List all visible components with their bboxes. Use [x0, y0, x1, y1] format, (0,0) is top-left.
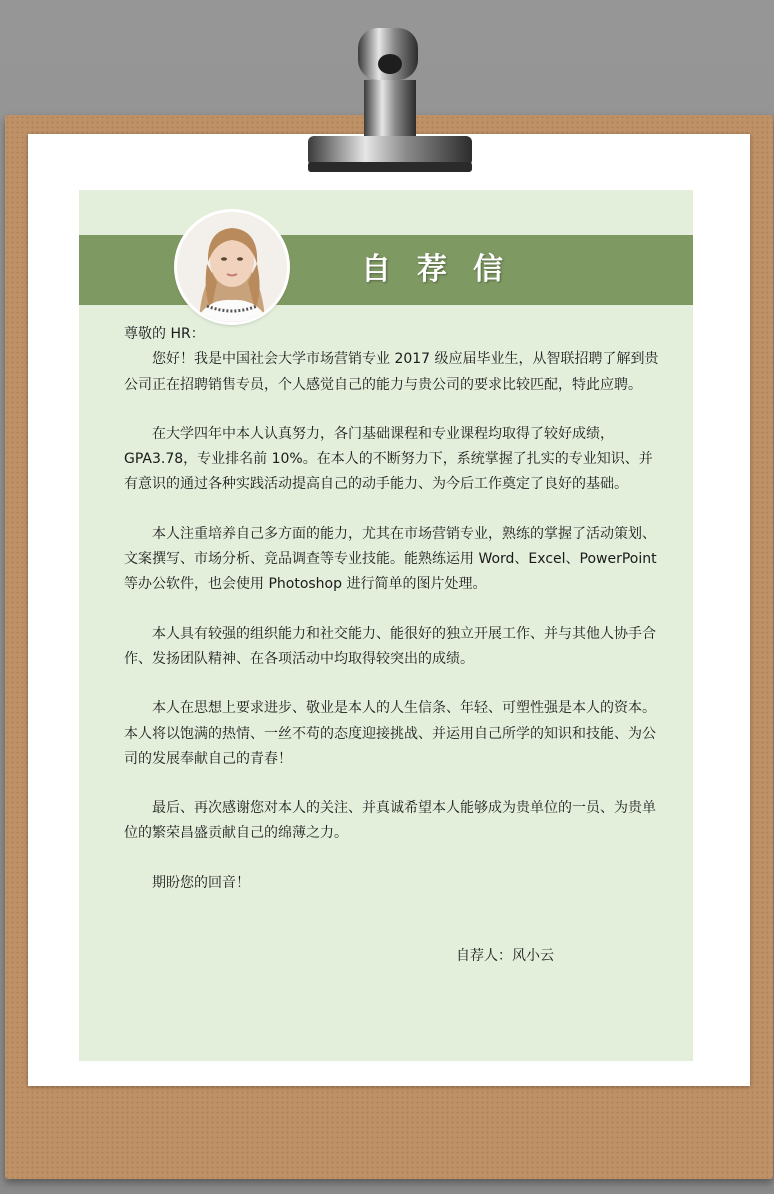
letter-paragraph-4: 本人具有较强的组织能力和社交能力、能很好的独立开展工作、并与其他人协手合作、发扬团队精神、在各项活动中均取得较突出的成绩。	[124, 625, 656, 667]
letter-signature: 自荐人：风小云	[456, 948, 554, 964]
binder-clip-icon	[300, 24, 476, 176]
letter-paragraph-6: 最后、再次感谢您对本人的关注、并真诚希望本人能够成为贵单位的一员、为贵单位的繁荣昌盛贡献自己的绵薄之力。	[124, 800, 656, 842]
letter-paragraph-2: 在大学四年中本人认真努力，各门基础课程和专业课程均取得了较好成绩，GPA3.78，专业排名前 10%。在本人的不断努力下，系统掌握了扎实的专业知识、并有意识的通过各种实践活动提高自己的动手能力、为今后工作奠定了良好的基础。	[124, 425, 653, 493]
portrait-image	[177, 212, 287, 322]
page-title: 自荐信	[361, 252, 529, 287]
letter-closing: 期盼您的回音！	[152, 874, 250, 891]
letter-paragraph-5: 本人在思想上要求进步、敬业是本人的人生信条、年轻、可塑性强是本人的资本。本人将以饱满的热情、一丝不苟的态度迎接挑战、并运用自己所学的知识和技能、为公司的发展奉献自己的青春！	[124, 700, 656, 767]
letter-paragraph-3: 本人注重培养自己多方面的能力，尤其在市场营销专业，熟练的掌握了活动策划、文案撰写、市场分析、竞品调查等专业技能。能熟练运用 Word、Excel、PowerPoint 等办公软件，也会使用 Photoshop 进行简单的图片处理。	[124, 525, 657, 593]
avatar	[177, 212, 287, 322]
letter-body	[124, 322, 660, 896]
letter-greeting: 尊敬的 HR：	[124, 326, 205, 342]
letter-paragraph-1: 您好！我是中国社会大学市场营销专业 2017 级应届毕业生，从智联招聘了解到贵公司正在招聘销售专员，个人感觉自己的能力与贵公司的要求比较匹配，特此应聘。	[124, 351, 659, 393]
